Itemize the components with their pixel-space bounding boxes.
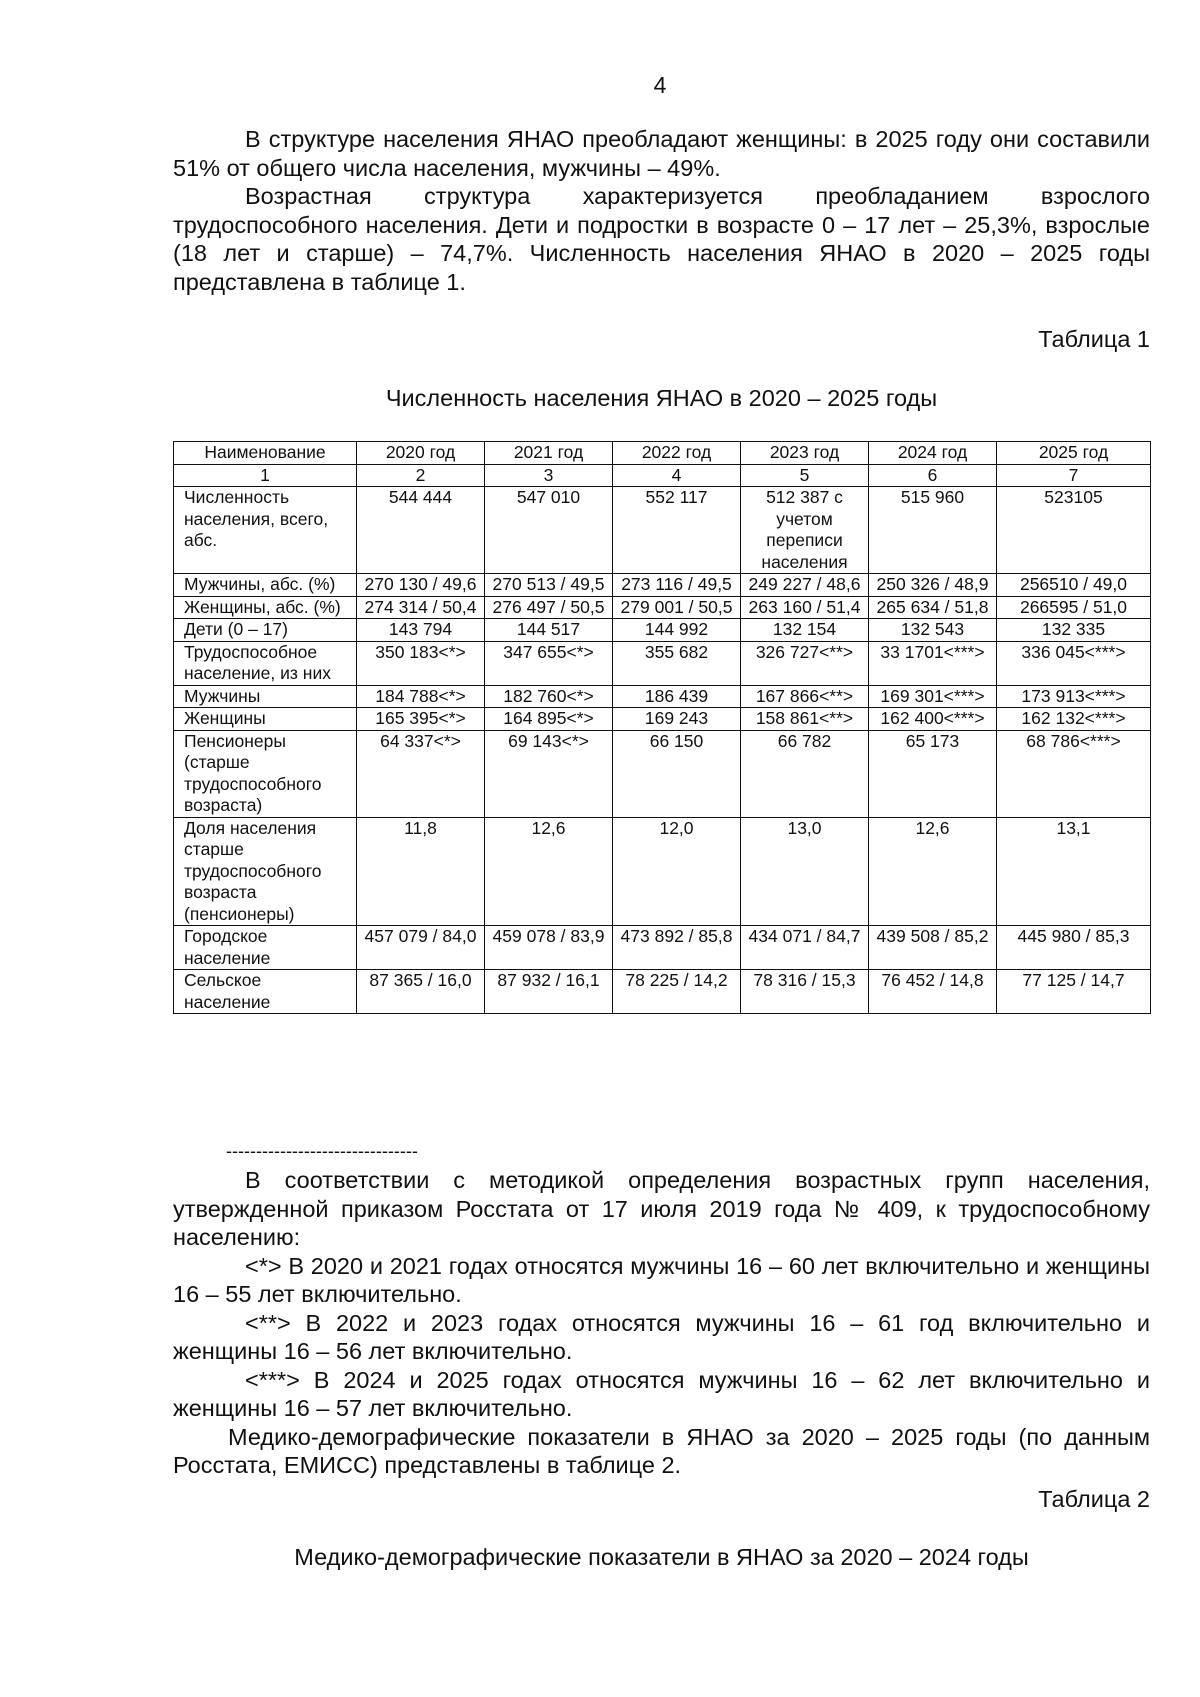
value-cell: 434 071 / 84,7: [741, 926, 869, 970]
value-cell: 143 794: [357, 619, 485, 642]
row-label-cell: Мужчины: [174, 685, 357, 708]
footnote-rule: --------------------------------: [226, 1141, 418, 1161]
intro-paragraph: Возрастная структура характеризуется преобладанием взрослого трудоспособного населения. Дети и подростки в возрасте 0 – 17 лет – 25,3%, взрослые (18 лет и старше) – 74,7%. Численность населения ЯНАО в 2020 – 2025 годы представлена в таблице 1.: [173, 183, 1150, 295]
value-cell: 270 130 / 49,6: [357, 574, 485, 597]
value-cell: 76 452 / 14,8: [869, 970, 997, 1014]
value-cell: 64 337<*>: [357, 730, 485, 817]
column-number-row: [174, 464, 1151, 487]
header-cell: 2021 год: [485, 442, 613, 465]
value-cell: 276 497 / 50,5: [485, 596, 613, 619]
value-cell: 270 513 / 49,5: [485, 574, 613, 597]
value-cell: 182 760<*>: [485, 685, 613, 708]
value-cell: 347 655<*>: [485, 641, 613, 685]
value-cell: 77 125 / 14,7: [997, 970, 1151, 1014]
intro-paragraph: В структуре населения ЯНАО преобладают женщины: в 2025 году они составили 51% от общего числа населения, мужчины – 49%.: [173, 126, 1150, 181]
column-number-cell: 7: [997, 464, 1151, 487]
value-cell: 523105: [997, 487, 1151, 574]
column-number-cell: 3: [485, 464, 613, 487]
table-row: [174, 596, 1151, 619]
value-cell: 326 727<**>: [741, 641, 869, 685]
value-cell: 12,6: [485, 817, 613, 926]
value-cell: 164 895<*>: [485, 708, 613, 731]
value-cell: 87 932 / 16,1: [485, 970, 613, 1014]
header-cell: Наименование: [174, 442, 357, 465]
value-cell: 515 960: [869, 487, 997, 574]
value-cell: 78 225 / 14,2: [613, 970, 741, 1014]
value-cell: 274 314 / 50,4: [357, 596, 485, 619]
page-number: 4: [653, 72, 667, 98]
intro-text: [173, 125, 1150, 296]
table-row: [174, 708, 1151, 731]
row-label-cell: Женщины, абс. (%): [174, 596, 357, 619]
footnote-text: <**> В 2022 и 2023 годах относятся мужчины 16 – 61 год включительно и женщины 16 – 56 лет включительно.: [173, 1309, 1150, 1364]
value-cell: 12,0: [613, 817, 741, 926]
value-cell: 350 183<*>: [357, 641, 485, 685]
value-cell: 457 079 / 84,0: [357, 926, 485, 970]
value-cell: 165 395<*>: [357, 708, 485, 731]
value-cell: 250 326 / 48,9: [869, 574, 997, 597]
value-cell: 544 444: [357, 487, 485, 574]
table-row: [174, 685, 1151, 708]
value-cell: 169 243: [613, 708, 741, 731]
table-row: [174, 574, 1151, 597]
value-cell: 167 866<**>: [741, 685, 869, 708]
value-cell: 256510 / 49,0: [997, 574, 1151, 597]
value-cell: 186 439: [613, 685, 741, 708]
value-cell: 273 116 / 49,5: [613, 574, 741, 597]
row-label-cell: Городское население: [174, 926, 357, 970]
table1-label: Таблица 1: [1038, 326, 1150, 352]
row-label-cell: Женщины: [174, 708, 357, 731]
column-number-cell: 1: [174, 464, 357, 487]
value-cell: 336 045<***>: [997, 641, 1151, 685]
value-cell: 132 543: [869, 619, 997, 642]
value-cell: 355 682: [613, 641, 741, 685]
row-label-cell: Трудоспособное население, из них: [174, 641, 357, 685]
header-cell: 2023 год: [741, 442, 869, 465]
table-row: [174, 926, 1151, 970]
header-cell: 2020 год: [357, 442, 485, 465]
value-cell: 87 365 / 16,0: [357, 970, 485, 1014]
row-label-cell: Численность населения, всего, абс.: [174, 487, 357, 574]
value-cell: 66 782: [741, 730, 869, 817]
value-cell: 473 892 / 85,8: [613, 926, 741, 970]
value-cell: 132 335: [997, 619, 1151, 642]
footnote-text: В соответствии с методикой определения возрастных групп населения, утвержденной приказом Росстата от 17 июля 2019 года № 409, к трудоспособному населению:: [173, 1167, 1150, 1250]
value-cell: 65 173: [869, 730, 997, 817]
value-cell: 263 160 / 51,4: [741, 596, 869, 619]
value-cell: 439 508 / 85,2: [869, 926, 997, 970]
value-cell: 69 143<*>: [485, 730, 613, 817]
value-cell: 173 913<***>: [997, 685, 1151, 708]
table-row: [174, 730, 1151, 817]
value-cell: 512 387 с учетом переписи населения: [741, 487, 869, 574]
header-cell: 2025 год: [997, 442, 1151, 465]
footnote-text: <***> В 2024 и 2025 годах относятся мужчины 16 – 62 лет включительно и женщины 16 – 57 лет включительно.: [173, 1366, 1150, 1421]
value-cell: 169 301<***>: [869, 685, 997, 708]
value-cell: 459 078 / 83,9: [485, 926, 613, 970]
value-cell: 68 786<***>: [997, 730, 1151, 817]
value-cell: 13,1: [997, 817, 1151, 926]
value-cell: 184 788<*>: [357, 685, 485, 708]
row-label-cell: Сельское население: [174, 970, 357, 1014]
value-cell: 13,0: [741, 817, 869, 926]
value-cell: 66 150: [613, 730, 741, 817]
table1-title: Численность населения ЯНАО в 2020 – 2025 годы: [385, 385, 938, 411]
value-cell: 547 010: [485, 487, 613, 574]
column-number-cell: 4: [613, 464, 741, 487]
value-cell: 266595 / 51,0: [997, 596, 1151, 619]
table-row: [174, 641, 1151, 685]
value-cell: 249 227 / 48,6: [741, 574, 869, 597]
value-cell: 162 132<***>: [997, 708, 1151, 731]
closing-paragraph: Медико-демографические показатели в ЯНАО за 2020 – 2025 годы (по данным Росстата, ЕМИСС) представлены в таблице 2.: [173, 1423, 1150, 1478]
table2-label: Таблица 2: [1038, 1486, 1150, 1512]
population-table: [173, 441, 1151, 1014]
table-row: [174, 817, 1151, 926]
value-cell: 445 980 / 85,3: [997, 926, 1151, 970]
row-label-cell: Пенсионеры (старше трудоспособного возраста): [174, 730, 357, 817]
row-label-cell: Доля населения старше трудоспособного возраста (пенсионеры): [174, 817, 357, 926]
value-cell: 132 154: [741, 619, 869, 642]
value-cell: 162 400<***>: [869, 708, 997, 731]
header-cell: 2022 год: [613, 442, 741, 465]
row-label-cell: Дети (0 – 17): [174, 619, 357, 642]
column-number-cell: 2: [357, 464, 485, 487]
footnotes: [173, 1166, 1150, 1480]
value-cell: 158 861<**>: [741, 708, 869, 731]
table-row: [174, 487, 1151, 574]
value-cell: 279 001 / 50,5: [613, 596, 741, 619]
row-label-cell: Мужчины, абс. (%): [174, 574, 357, 597]
value-cell: 33 1701<***>: [869, 641, 997, 685]
value-cell: 78 316 / 15,3: [741, 970, 869, 1014]
value-cell: 265 634 / 51,8: [869, 596, 997, 619]
value-cell: 552 117: [613, 487, 741, 574]
column-number-cell: 5: [741, 464, 869, 487]
value-cell: 11,8: [357, 817, 485, 926]
value-cell: 12,6: [869, 817, 997, 926]
footnote-text: <*> В 2020 и 2021 годах относятся мужчины 16 – 60 лет включительно и женщины 16 – 55 лет включительно.: [173, 1252, 1150, 1307]
table-row: [174, 970, 1151, 1014]
table2-title: Медико-демографические показатели в ЯНАО за 2020 – 2024 годы: [294, 1544, 1029, 1570]
column-number-cell: 6: [869, 464, 997, 487]
table-row: [174, 619, 1151, 642]
table-header-row: [174, 442, 1151, 465]
value-cell: 144 517: [485, 619, 613, 642]
value-cell: 144 992: [613, 619, 741, 642]
header-cell: 2024 год: [869, 442, 997, 465]
